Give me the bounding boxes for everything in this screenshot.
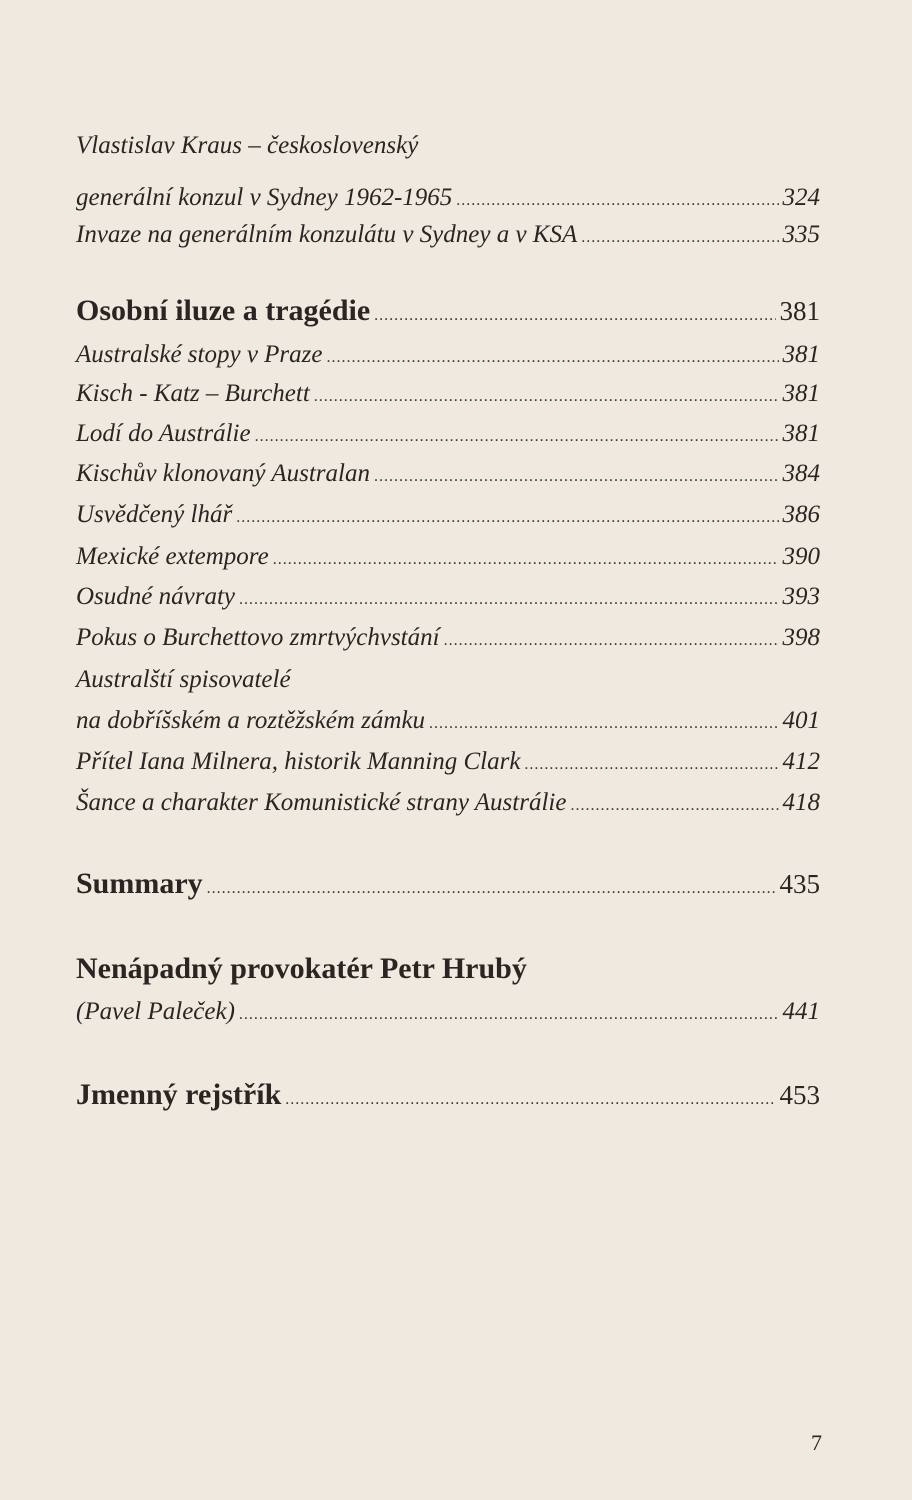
toc-entry[interactable]	[76, 583, 820, 611]
toc-section[interactable]	[76, 867, 820, 901]
dot-leader	[429, 715, 778, 733]
toc-entry-page: 335	[782, 221, 820, 248]
toc-entry[interactable]	[76, 221, 820, 249]
toc-entry-text	[76, 666, 820, 694]
dot-leader	[239, 591, 779, 609]
toc-entry-title: na dobříšském a roztěžském zámku	[76, 707, 426, 734]
page-number: 7	[811, 1430, 822, 1455]
toc-entry-page: 381	[782, 380, 820, 407]
toc-entry-page: 401	[782, 707, 820, 734]
toc-entry-page: 412	[782, 748, 820, 775]
dot-leader	[374, 307, 775, 325]
toc-entry-title: Pokus o Burchettovo zmrtvýchvstání	[76, 624, 440, 651]
toc-entry[interactable]	[76, 420, 820, 448]
dot-leader	[207, 880, 776, 898]
toc-section-title: Jmenný rejstřík	[76, 1078, 282, 1111]
toc-entry-title: Australské stopy v Praze	[76, 341, 323, 368]
toc-entry-title: Vlastislav Kraus – československý	[76, 132, 419, 159]
toc-entry[interactable]	[76, 184, 820, 212]
toc-entry[interactable]	[76, 341, 820, 369]
toc-section-title: Osobní iluze a tragédie	[76, 294, 371, 327]
dot-leader	[570, 797, 778, 815]
toc-entry-title: Mexické extempore	[76, 543, 269, 570]
toc-entry[interactable]	[76, 543, 820, 571]
dot-leader	[236, 509, 778, 527]
toc-entry[interactable]	[76, 380, 820, 408]
toc-entry-title: Přítel Iana Milnera, historik Manning Clark	[76, 748, 521, 775]
dot-leader	[314, 388, 779, 406]
toc-entry-page: 381	[782, 341, 820, 368]
toc-entry[interactable]	[76, 707, 820, 735]
toc-section-title: Nenápadný provokatér Petr Hrubý	[76, 952, 527, 985]
toc-entry[interactable]	[76, 624, 820, 652]
toc-entry-title: Šance a charakter Komunistické strany Austrálie	[76, 789, 567, 816]
toc-entry[interactable]	[76, 789, 820, 817]
toc-entry-title: generální konzul v Sydney 1962-1965	[76, 184, 453, 211]
toc-entry-page: 386	[782, 501, 820, 528]
dot-leader	[581, 229, 778, 247]
dot-leader	[374, 468, 779, 486]
toc-entry-title: Kischův klonovaný Australan	[76, 460, 370, 487]
toc-entry-title: Kisch - Katz – Burchett	[76, 380, 310, 407]
toc-entry-title: (Pavel Paleček)	[76, 998, 235, 1025]
toc-section-text	[76, 952, 820, 986]
toc-section-page: 453	[779, 1080, 820, 1110]
dot-leader	[326, 349, 778, 367]
toc-entry-text	[76, 132, 820, 160]
toc-entry-title: Lodí do Austrálie	[76, 420, 251, 447]
dot-leader	[239, 1006, 779, 1024]
dot-leader	[456, 192, 778, 210]
toc-entry-page: 384	[782, 460, 820, 487]
toc-entry[interactable]	[76, 998, 820, 1026]
toc-entry-page: 393	[782, 583, 820, 610]
dot-leader	[273, 551, 779, 569]
toc-section[interactable]	[76, 294, 820, 328]
toc-entry-title: Osudné návraty	[76, 583, 235, 610]
dot-leader	[444, 632, 779, 650]
toc-entry-title: Australští spisovatelé	[76, 666, 291, 693]
toc-entry-page: 381	[782, 420, 820, 447]
toc-entry-page: 441	[782, 998, 820, 1025]
toc-entry-page: 324	[782, 184, 820, 211]
toc-entry[interactable]	[76, 460, 820, 488]
dot-leader	[524, 756, 778, 774]
toc-entry-page: 390	[782, 543, 820, 570]
dot-leader	[285, 1091, 775, 1109]
toc-section-page: 435	[779, 869, 820, 899]
toc-section-page: 381	[779, 296, 820, 326]
toc-section[interactable]	[76, 1078, 820, 1112]
toc-entry[interactable]	[76, 501, 820, 529]
toc-entry[interactable]	[76, 748, 820, 776]
toc-section-title: Summary	[76, 867, 203, 900]
toc-entry-page: 418	[782, 789, 820, 816]
toc-entry-page: 398	[782, 624, 820, 651]
toc-entry-title: Invaze na generálním konzulátu v Sydney a v KSA	[76, 221, 578, 248]
toc-entry-title: Usvědčený lhář	[76, 501, 233, 528]
dot-leader	[255, 428, 779, 446]
